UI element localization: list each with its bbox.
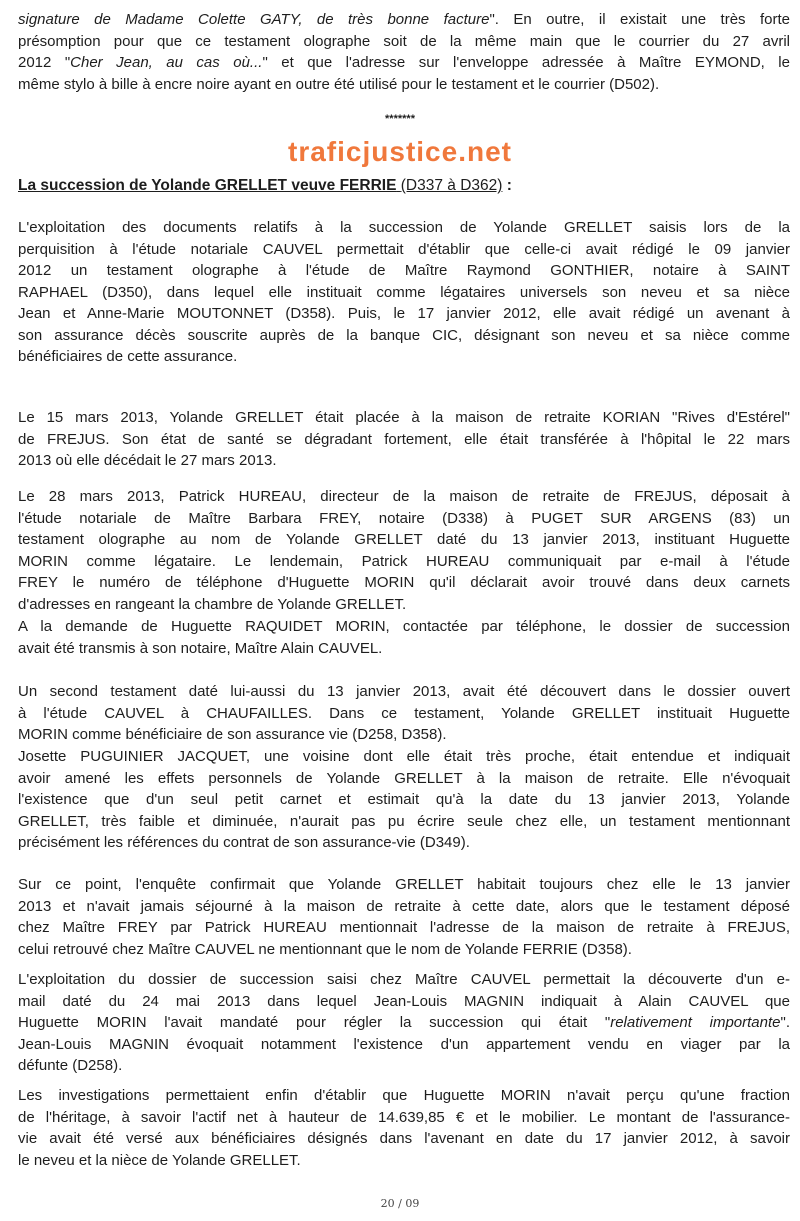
- heading-title: La succession de Yolande GRELLET veuve FERRIE: [18, 177, 397, 194]
- text-segment: précisément les références du contrat de son assurance-vie (D349).: [18, 834, 470, 851]
- text-segment: 2012 ": [18, 54, 71, 71]
- text-line: [18, 746, 790, 768]
- text-segment: celui retrouvé chez Maître CAUVEL ne mentionnant que le nom de Yolande FERRIE (D358).: [18, 940, 632, 958]
- text-line: [18, 486, 790, 508]
- text-line: [18, 1034, 790, 1056]
- text-segment: l'étude notariale de Maître Barbara FREY, notaire (D338) à PUGET SUR ARGENS (83) un: [18, 509, 790, 527]
- text-line: [18, 1085, 790, 1107]
- text-segment: RAPHAEL (D350), dans lequel elle instituait comme légataires universels son neveu et sa nièce: [18, 283, 790, 301]
- text-line: [18, 724, 790, 746]
- text-segment: Jean-Louis MAGNIN évoquait notamment l'existence d'un appartement vendu en viager par la: [18, 1035, 790, 1053]
- text-line: [18, 31, 790, 53]
- italic-quote: Cher Jean, au cas où...: [70, 54, 263, 71]
- text-segment: MORIN comme bénéficiaire de son assurance vie (D258, D358).: [18, 726, 447, 743]
- text-segment: chez Maître FREY par Patrick HUREAU mentionnait l'adresse de la maison de retraite à FREJUS,: [18, 919, 790, 936]
- text-segment: mail daté du 24 mai 2013 dans lequel Jean-Louis MAGNIN indiquait à Alain CAUVEL que: [18, 992, 790, 1010]
- text-segment: avoir amené les effets personnels de Yolande GRELLET à la maison de retraite. Elle n'évoquait: [18, 769, 790, 787]
- text-line: [18, 991, 790, 1013]
- text-segment: d'adresses en rangeant la chambre de Yolande GRELLET.: [18, 595, 407, 613]
- text-line: [18, 969, 790, 991]
- text-segment: Josette PUGUINIER JACQUET, une voisine dont elle était très proche, était entendue et indiquait: [18, 748, 790, 765]
- text-line: [18, 572, 790, 594]
- paragraph: [18, 969, 790, 1077]
- text-segment: Jean et Anne-Marie MOUTONNET (D358). Puis, le 17 janvier 2012, elle avait rédigé un avenant à: [18, 305, 790, 322]
- text-segment: perquisition à l'étude notariale CAUVEL permettait d'établir que celle-ci avait rédigé le 09 janvier: [18, 240, 790, 258]
- text-segment: Sur ce point, l'enquête confirmait que Yolande GRELLET habitait toujours chez elle le 13 janvier: [18, 876, 790, 893]
- paragraph: [18, 9, 790, 95]
- paragraph: [18, 681, 790, 746]
- text-segment: l'existence que d'un seul petit carnet et estimait qu'à la date du 13 janvier 2013, Yolande: [18, 791, 790, 808]
- italic-quote: signature de Madame Colette GATY, de très bonne facture: [18, 11, 490, 28]
- text-line: [18, 594, 790, 616]
- text-segment: défunte (D258).: [18, 1057, 123, 1074]
- text-segment: 2012 un testament olographe à l'étude de Maître Raymond GONTHIER, notaire à SAINT: [18, 262, 790, 279]
- text-segment: 2013 où elle décédait le 27 mars 2013.: [18, 452, 277, 469]
- text-segment: de l'héritage, à savoir l'actif net à hauteur de 14.639,85 € et le mobilier. Le montant de l'assurance-: [18, 1108, 790, 1126]
- text-line: [18, 551, 790, 573]
- text-line: [18, 529, 790, 551]
- text-line: [18, 325, 790, 347]
- page-number: 20 / 09: [380, 1197, 420, 1210]
- text-segment: son assurance décès souscrite auprès de la banque CIC, désignant son neveu et sa nièce comme: [18, 326, 790, 344]
- text-segment: avait été transmis à son notaire, Maître Alain CAUVEL.: [18, 639, 383, 657]
- text-line: [18, 638, 790, 660]
- paragraph: [18, 1085, 790, 1171]
- text-segment: le neveu et la nièce de Yolande GRELLET.: [18, 1151, 301, 1169]
- text-segment: L'exploitation du dossier de succession saisi chez Maître CAUVEL permettait la découverte d'un e-: [18, 971, 790, 988]
- text-line: [18, 508, 790, 530]
- text-line: [18, 896, 790, 918]
- text-segment: Les investigations permettaient enfin d'établir que Huguette MORIN n'avait perçu qu'une fraction: [18, 1087, 790, 1104]
- text-line: [18, 1150, 790, 1172]
- heading-colon: :: [502, 177, 512, 194]
- text-segment: Huguette MORIN l'avait mandaté pour régler la succession qui était ": [18, 1014, 611, 1031]
- text-segment: ".: [780, 1014, 790, 1031]
- text-line: [18, 407, 790, 429]
- paragraph: [18, 874, 790, 960]
- text-segment: vie avait été versé aux bénéficiaires désignés dans l'avenant en date du 17 janvier 2012, à savoir: [18, 1130, 790, 1147]
- text-line: [18, 917, 790, 939]
- text-line: [18, 346, 790, 368]
- text-line: [18, 303, 790, 325]
- text-line: [18, 939, 790, 961]
- text-line: [18, 789, 790, 811]
- heading-refs: (D337 à D362): [400, 177, 503, 194]
- paragraph: [18, 616, 790, 659]
- text-line: [18, 1012, 790, 1034]
- text-segment: A la demande de Huguette RAQUIDET MORIN, contactée par téléphone, le dossier de succession: [18, 618, 790, 635]
- text-segment: FREY le numéro de téléphone d'Huguette MORIN qu'il déclarait avoir trouvé dans deux carnets: [18, 574, 790, 591]
- section-heading: [18, 177, 512, 195]
- text-segment: présomption pour que ce testament olographe soit de la même main que le courrier du 27 avril: [18, 32, 790, 50]
- text-line: [18, 52, 790, 74]
- text-segment: même stylo à bille à encre noire ayant en outre été utilisé pour le testament et le courrier (D502).: [18, 75, 660, 93]
- text-segment: à l'étude CAUVEL à CHAUFAILLES. Dans ce testament, Yolande GRELLET instituait Huguette: [18, 704, 790, 722]
- section-separator: *******: [385, 113, 415, 125]
- text-line: [18, 1055, 790, 1077]
- text-line: [18, 450, 790, 472]
- paragraph: [18, 407, 790, 472]
- text-line: [18, 832, 790, 854]
- text-line: [18, 239, 790, 261]
- text-segment: ". En outre, il existait une très forte: [489, 11, 790, 28]
- text-line: [18, 9, 790, 31]
- paragraph: [18, 486, 790, 615]
- text-segment: Un second testament daté lui-aussi du 13 janvier 2013, avait été découvert dans le dossier ouvert: [18, 683, 790, 700]
- text-line: [18, 74, 790, 96]
- text-segment: " et que l'adresse sur l'enveloppe adressée à Maître EYMOND, le: [262, 54, 790, 71]
- text-line: [18, 429, 790, 451]
- text-line: [18, 282, 790, 304]
- text-segment: Le 15 mars 2013, Yolande GRELLET était placée à la maison de retraite KORIAN "Rives d'Estérel": [18, 409, 790, 426]
- text-line: [18, 874, 790, 896]
- text-line: [18, 1128, 790, 1150]
- text-line: [18, 703, 790, 725]
- text-segment: Le 28 mars 2013, Patrick HUREAU, directeur de la maison de retraite de FREJUS, déposait à: [18, 488, 790, 505]
- text-line: [18, 768, 790, 790]
- text-line: [18, 260, 790, 282]
- paragraph: [18, 217, 790, 368]
- text-segment: 2013 et n'avait jamais séjourné à la maison de retraite à cette date, alors que le testament déposé: [18, 897, 790, 915]
- text-line: [18, 616, 790, 638]
- text-segment: GRELLET, très faible et diminuée, n'aurait pas pu écrire seule chez elle, un testament mentionnant: [18, 812, 790, 830]
- text-line: [18, 1107, 790, 1129]
- text-line: [18, 811, 790, 833]
- text-segment: L'exploitation des documents relatifs à la succession de Yolande GRELLET saisis lors de la: [18, 219, 790, 236]
- italic-quote: relativement importante: [610, 1014, 781, 1031]
- text-line: [18, 681, 790, 703]
- watermark: traficjustice.net: [288, 136, 512, 167]
- text-segment: bénéficiaires de cette assurance.: [18, 348, 238, 365]
- paragraph: [18, 746, 790, 854]
- text-line: [18, 217, 790, 239]
- text-segment: de FREJUS. Son état de santé se dégradant fortement, elle était transférée à l'hôpital le 22 mars: [18, 430, 790, 448]
- text-segment: testament olographe au nom de Yolande GRELLET daté du 13 janvier 2013, instituant Huguette: [18, 531, 790, 548]
- text-segment: MORIN comme légataire. Le lendemain, Patrick HUREAU communiquait par e-mail à l'étude: [18, 552, 790, 570]
